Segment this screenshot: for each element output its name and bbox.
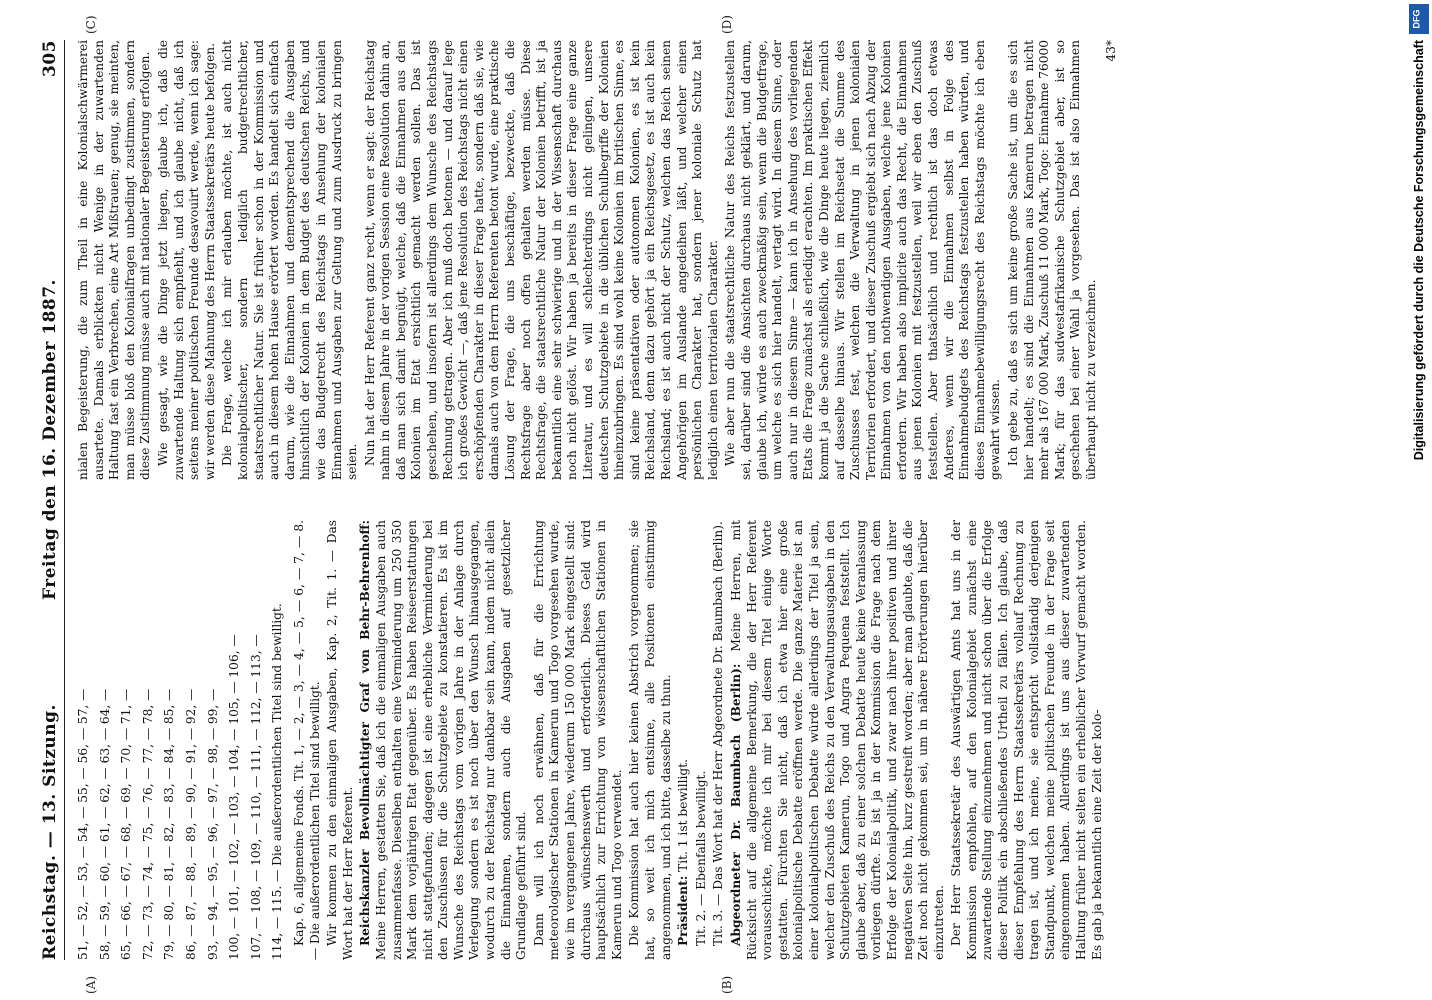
page-number: 305 [40,40,60,77]
page-header [38,40,65,960]
paragraph: Die Kommission hat auch hier keinen Abstrich vorgenommen; sie hat, so weit ich mich entsinne, alle Positionen einstimmig angenommen, und ich bitte, dasselbe zu thun. [627,520,673,960]
paragraph: Wie gesagt, wie die Dinge jetzt liegen, glaube ich, daß die zuwartende Haltung sich empfiehlt, und ich glaube nicht, daß ich seitens meiner politischen Freunde desavouirt werde, wenn ich sage: wir werden diese Mahnung des Herrn Staatssekretärs heute befolgen. [155,40,217,480]
dfg-sidebar [1408,0,1430,1000]
number-table [76,520,286,960]
number-row: 65, — 66, — 67, — 68, — 69, — 70, — 71, — [119,688,134,960]
right-column [76,40,1366,480]
speech-paragraph [676,520,692,960]
number-row: 51, — 52, — 53, — 54, — 55, — 56, — 57, — [76,688,90,960]
number-row: 79, — 80, — 81, — 82, — 83, — 84, — 85, — [162,688,177,960]
paragraph: Ich gebe zu, daß es sich um keine große Sache ist, um die es sich hier handelt; es sind die Einnahmen aus Kamerun betragen nicht mehr als 167 000 Mark, Zuschuß 11 000 Mark, Togo: Einnahme 76000 Mark; für das sudwestafrikanische Schutzgebiet aber, ist so geschehen bei einer Wahl ja vorgesehen. Das ist also Einnahmen überhaupt nicht zu verzeichnen. [1006,40,1098,480]
speech-text: Meine Herren, gestatten Sie, daß ich die einmaligen Ausgaben auch zusammenfasse. Dieselben enthalten eine Verminderung um 250 350 Mark dem vorjährigen Etat gegenüber. Es haben Reiseerstattungen nicht stattgefunden; dagegen ist eine erhebliche Verminderung bei den Zuschüssen für die Schutzgebiete zu konstatieren. Es ist im Wunsche des Reichstags vom vorigen Jahre in der Anlage durch Verlegung sondern es ist noch über den Wunsch hinausgegangen, wodurch zu der Reichstag nur dankbar sein kann, indem nicht allein die Einnahmen, sondern auch die Ausgaben auf gesetzlicher Grundlage geführt sind. [373,520,529,960]
paragraph: Tit. 2. — Ebenfalls bewilligt. [693,770,708,946]
signature-mark: 43* [1103,40,1118,62]
header-left: Reichstag. — 13. Sitzung. [40,704,60,960]
number-row: 107, — 108, — 109, — 110, — 111, — 112, — 113, — [248,634,263,960]
paragraph: Nun hat der Herr Referent ganz recht, wenn er sagt: der Reichstag nahm in diesem Jahre in der vorigen Session eine Resolution dahin an, daß man sich damit begnügt, welche, daß die Einnahmen aus den Kolonien im Etat ersichtlich gemacht werden sollen. Das ist geschehen, und insofern ist allerdings dem Wunsche des Reichstags Rechnung getragen. Aber ich muß doch betonen — und darauf lege ich großes Gewicht —, daß jene Resolution des Reichstags nicht einen erschöpfenden Charakter in dieser Frage hatte, sondern daß sie, wie damals auch von dem Herrn Referenten betont wurde, eine praktische Lösung der Frage, die uns beschäftige, bezweckte, daß die Rechtsfrage aber noch offen gehalten werden müsse. Diese Rechtsfrage, die staatsrechtliche Natur der Kolonien betrifft, ist ja bekanntlich eine sehr schwierige und in der Wissenschaft durchaus noch nicht gelöst. Wir haben ja bereits in dieser Frage eine ganze Literatur, und es will schlechterdings nicht gelingen, unsere deutschen Schutzgebiete in die üblichen Schulbegriffe der Kolonien hineinzubringen. Es sind wohl keine Kolonien im britischen Sinne, es sind keine präsentativen oder autonomen Kolonien, es ist kein Reichsland, denn dazu gehört ja ein Reichsgesetz, es ist auch kein Reichsland; es ist auch nicht der Schutz, welchen das Reich seinen Angehörigen im Auslande angedeihen läßt, und welcher einen persönlichen Charakter hat, sondern jener koloniale Schutz hat lediglich einen territorialen Charakter. [362,40,720,480]
margin-mark-a: (A) [84,975,98,994]
dfg-logo: DFG [1409,4,1429,34]
number-row: 114, — 115. — Die außerordentlichen Titel sind bewilligt. [270,603,285,960]
dfg-credit-text: Digitalisierung gefördert durch die Deutsche Forschungsgemeinschaft [1412,40,1426,461]
margin-mark-b: (B) [720,975,734,994]
paragraph: nialen Begeisterung, die zum Theil in eine Kolonialschwärmerei ausartete. Damals erblickten nicht Wenige in der zuwartenden Haltung fast ein Verbrechen, eine Art Mißtrauen; genug, sie meinten, man müsse bloß den Kolonialfragen unbedingt zustimmen, sondern diese Zustimmung müsse auch mit nationaler Begeisterung erfolgen. [76,40,153,480]
paragraph: Wie aber nun die staatsrechtliche Natur des Reichs festzustellen sei, darüber sind die Ansichten durchaus nicht geklärt, und darum, glaube ich, würde es auch zweckmäßig sein, wenn die Budgetfrage, um welche es sich hier handelt, vertagt wird. In diesem Sinne, oder auch nur in diesem Sinne — kann ich in Ansehung des vorliegenden Etats die Frage zunächst als erledigt erachten. Im praktischen Effekt kommt ja die Sache schließlich, wie die Dinge heute liegen, ziemlich auf dasselbe hinaus. Wir stellen im Reichsetat die Summe des Zuschusses fest, welchen die Verwaltung in jenen kolonialen Territorien erfordert, und dieser Zuschuß ergiebt sich nach Abzug der Einnahmen von den nothwendigen Ausgaben, welche jene Kolonien erfordern. Wir haben also implicite auch das Recht, die Einnahmen aus jenen Kolonien mit festzustellen, weil wir eben den Zuschuß feststellen. Aber thatsächlich und rechtlich ist das doch etwas Anderes, wenn wir die Einnahmen selbst in Folge des Einnahmebudgets des Reichstags festzustellen haben würden, und dieses Einnahmebewilligungsrecht des Reichstags möchte ich eben gewahrt wissen. [723,40,1003,480]
number-row: 93, — 94, — 95, — 96, — 97, — 98, — 99, — [205,688,220,960]
speech-text: Tit. 1 ist bewilligt. [676,759,691,872]
speaker-name: Abgeordneter Dr. Baumbach (Berlin): [728,663,743,946]
speaker-name: Reichskanzler Bevollmächtigter Graf von Behr-Behrenhoff: [358,520,373,946]
number-row: 100, — 101, — 102, — 103, — 104, — 105, — 106, — [227,634,242,960]
number-row: 72, — 73, — 74, — 75, — 76, — 77, — 78, — [140,688,155,960]
number-row: 58, — 59, — 60, — 61, — 62, — 63, — 64, — [97,688,112,960]
header-date: Freitag den 16. Dezember 1887. [40,279,60,600]
paragraph: Dann will ich noch erwähnen, daß für die Errichtung meteorologischer Stationen in Kamerun und Togo vorgesehen wurde, wie im vergangenen Jahre, wiederum 150 000 Mark eingestellt sind: durchaus wünschenswerth und erforderlich. Dieses Geld wird hauptsächlich zur Errichtung von wissenschaftlichen Stationen in Kamerun und Togo verwendet. [531,520,624,960]
paragraph: Der Herr Staatssekretär des Auswärtigen Amts hat uns in der Kommission empfohlen, auf den Kolonialgebiet zunächst eine zuwartende Stellung einzunehmen und nicht schon über die Erfolge dieser Politik ein abschließendes Urtheil zu fällen. Ich glaube, daß dieser Empfehlung des Herrn Staatssekretärs vollauf Rechnung zu tragen ist, und ich meine, sie entspricht vollständig derjenigen Standpunkt, welchen meine politischen Freunde in der Frage seit eingenommen haben. Allerdings ist uns aus dieser zuwartenden Haltung früher nicht selten ein erheblicher Vorwurf gemacht worden. Es gab ja bekanntlich eine Zeit der kolo- [949,520,1104,960]
paragraph: Tit. 3. — Das Wort hat der Herr Abgeordnete Dr. Baumbach (Berlin). [711,521,726,946]
left-column [76,520,1366,960]
speaker-name: Präsident: [676,875,691,946]
speech-paragraph [358,520,530,960]
margin-mark-d: (D) [720,15,734,34]
speech-paragraph [729,520,947,960]
speech-text: Meine Herren, mit Rücksicht auf die allgemeine Bemerkung, die der Herr Referent vorausschickte, möchte ich mir bei diesem Titel einige Worte gestatten. Fürchten Sie nicht, daß ich etwa hier eine große kolonialpolitische Debatte eröffnen werde. Die ganze Materie ist an einer kolonialpolitischen Debatte würde allerdings der Titel ja sein, welcher den Zuschuß des Reichs zu den Verwaltungsausgaben in den Schutzgebieten Kamerun, Togo und Angra Pequena feststellt. Ich glaube aber, daß zu einer solchen Debatte heute keine Veranlassung vorliegen dürfte. Es ist ja in der Kommission die Frage nach dem Erfolge der Kolonialpolitik, und zwar nach ihrer positiven und ihrer negativen Seite hin, kurz gestreift worden; aber man glaubte, daß die Zeit noch nicht gekommen sei, um in nähere Erörterungen hierüber einzutreten. [728,520,946,960]
paragraph: Die Frage, welche ich mir erlauben möchte, ist auch nicht kolonialpolitischer, sondern lediglich budgetrechtlicher, staatsrechtlicher Natur. Sie ist früher schon in der Kommission und auch in diesem hohen Hause erörtert worden. Es handelt sich einfach darum, wie die Einnahmen und dementsprechend die Ausgaben hinsichtlich der Kolonien in dem Budget des deutschen Reichs, und wie das Budgetrecht des Reichstags in Ansehung der kolonialen Einnahmen und Ausgaben zur Geltung und zum Ausdruck zu bringen seien. [220,40,360,480]
paragraph: Kap. 6, allgemeine Fonds. Tit. 1, — 2, — 3, — 4, — 5, — 6, — 7, — 8. — Die außerordentlichen Titel sind bewilligt. [291,520,322,960]
number-row: 86, — 87, — 88, — 89, — 90, — 91, — 92, — [183,688,198,960]
paragraph: Wir kommen zu den einmaligen Ausgaben, Kap. 2, Tit. 1. — Das Wort hat der Herr Referent. [325,520,355,960]
margin-mark-c: (C) [84,15,98,34]
